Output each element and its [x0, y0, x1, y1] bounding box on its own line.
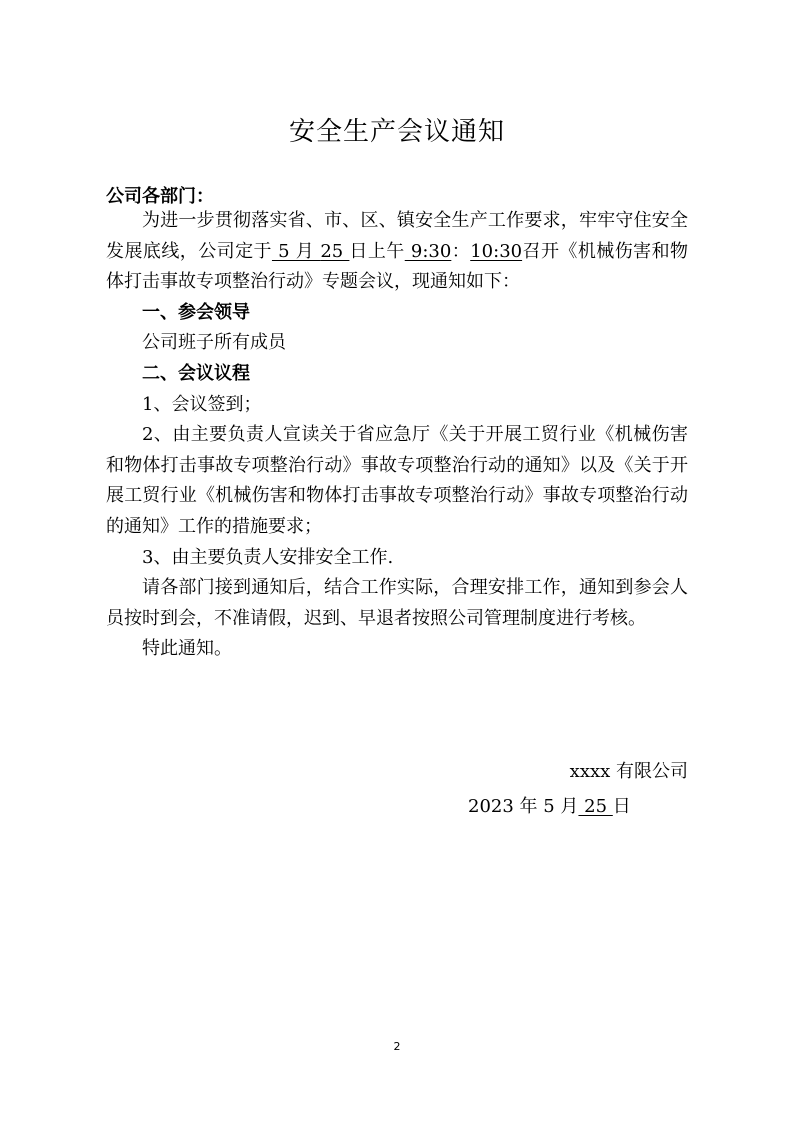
page-number: 2	[393, 1040, 401, 1053]
document-title: 安全生产会议通知	[288, 117, 505, 147]
meeting-day: 25	[320, 240, 350, 262]
section2-heading: 二、会议议程	[142, 362, 250, 384]
section1-heading: 一、参会领导	[142, 301, 250, 323]
agenda-item: 1、会议签到；	[142, 393, 262, 415]
intro-paragraph	[106, 206, 688, 298]
intro-text-3: 召开《机械伤害和物体打击事故专项整治行动》专题会议，现通知如下：	[106, 240, 689, 293]
meeting-time-start: 9:30	[404, 240, 452, 262]
signature-date	[468, 792, 631, 822]
meeting-month: 5 月	[271, 240, 321, 262]
intro-text-1: 为进一步贯彻落实省、市、区、镇安全生产工作要求，牢牢守住安全发展底线，公司定于	[106, 210, 688, 262]
meeting-time-separator: ：	[451, 240, 471, 262]
signature-date-prefix: 2023 年 5 月	[468, 796, 579, 817]
document-body	[106, 206, 688, 665]
closing-paragraph: 请各部门接到通知后，结合工作实际，合理安排工作，通知到参会人员按时到会，不准请假，迟到、早退者按照公司管理制度进行考核。	[106, 577, 688, 629]
section1-content: 公司班子所有成员	[142, 332, 286, 354]
agenda-item: 3、由主要负责人安排安全工作.	[142, 546, 394, 568]
agenda-item: 2、由主要负责人宣读关于省应急厅《关于开展工贸行业《机械伤害和物体打击事故专项整治行动》事故专项整治行动的通知》以及《关于开展工贸行业《机械伤害和物体打击事故专项整治行动》事故专项整治行动的通知》工作的措施要求；	[106, 424, 688, 537]
signature-date-suffix: 日	[612, 796, 631, 817]
meeting-time-end: 10:30	[470, 240, 523, 262]
salutation: 公司各部门：	[106, 186, 214, 207]
signature-company: xxxx 有限公司	[569, 761, 688, 782]
intro-text-2: 日上午	[349, 240, 405, 262]
special-notice: 特此通知。	[142, 638, 232, 660]
signature-date-day: 25	[578, 796, 613, 817]
